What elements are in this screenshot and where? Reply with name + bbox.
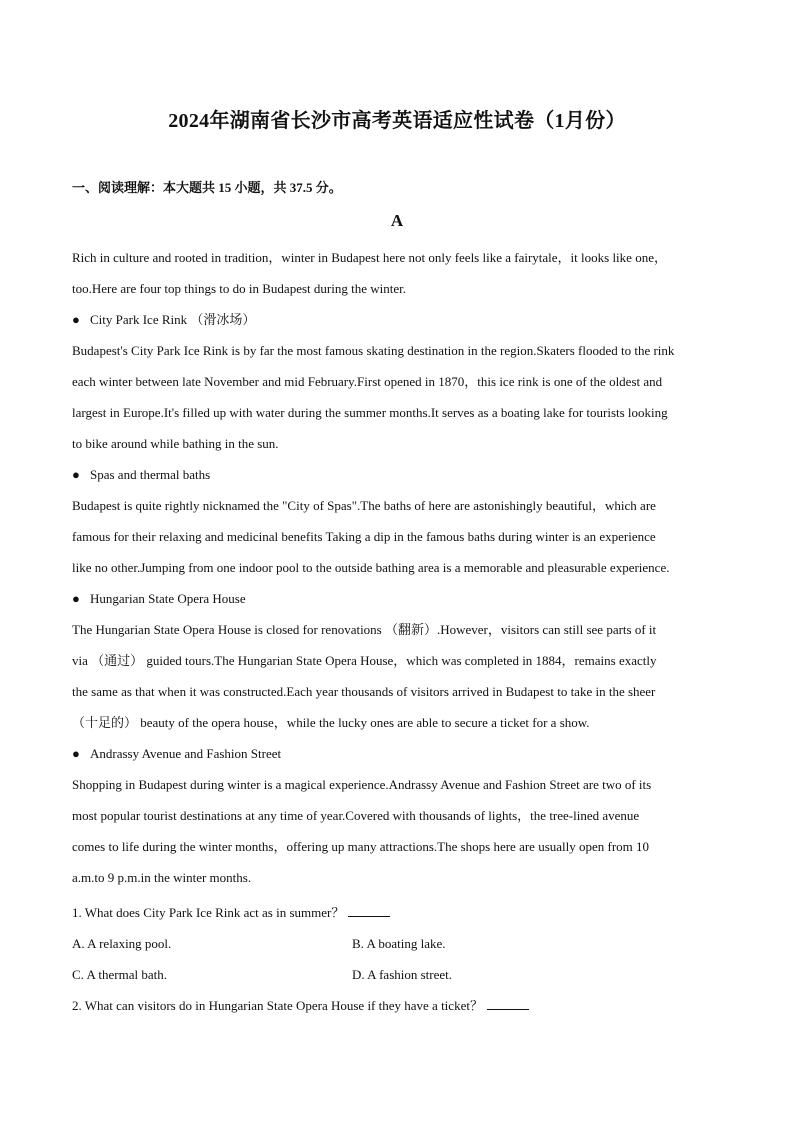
passage-line: via （通过） guided tours.The Hungarian State Opera House，which was completed in 1884，remains exactly bbox=[72, 653, 657, 668]
question-stem bbox=[72, 897, 724, 928]
bullet-icon: ● bbox=[72, 312, 80, 327]
bullet-heading bbox=[72, 459, 724, 490]
passage-body bbox=[72, 242, 724, 893]
bullet-icon: ● bbox=[72, 591, 80, 606]
answer-blank[interactable] bbox=[348, 902, 390, 917]
passage-line: Budapest is quite rightly nicknamed the "City of Spas".The baths of here are astonishingly beautiful，which are bbox=[72, 498, 656, 513]
passage-line: most popular tourist destinations at any time of year.Covered with thousands of lights，the tree-lined avenue bbox=[72, 808, 640, 823]
answer-option: B. A boating lake. bbox=[352, 936, 446, 951]
page-title: 2024年湖南省长沙市高考英语适应性试卷（1月份） bbox=[168, 110, 626, 132]
passage-line: Rich in culture and rooted in tradition，winter in Budapest here not only feels like a fairytale，it looks like one， bbox=[72, 250, 667, 265]
answer-option: C. A thermal bath. bbox=[72, 967, 167, 982]
passage-line: famous for their relaxing and medicinal benefits Taking a dip in the famous baths during winter is an experience bbox=[72, 529, 656, 544]
answer-blank[interactable] bbox=[487, 995, 529, 1010]
passage-line: a.m.to 9 p.m.in the winter months. bbox=[72, 870, 252, 885]
passage-line: largest in Europe.It's filled up with water during the summer months.It serves as a boating lake for tourists looking bbox=[72, 405, 668, 420]
passage-line: Budapest's City Park Ice Rink is by far the most famous skating destination in the region.Skaters flooded to the rink bbox=[72, 343, 675, 358]
passage-line: to bike around while bathing in the sun. bbox=[72, 436, 279, 451]
question-stem bbox=[72, 990, 724, 1021]
bullet-heading-text: Hungarian State Opera House bbox=[90, 591, 246, 606]
answer-option: D. A fashion street. bbox=[352, 967, 453, 982]
passage-label: A bbox=[390, 211, 404, 230]
bullet-icon: ● bbox=[72, 467, 80, 482]
passage-line: like no other.Jumping from one indoor pool to the outside bathing area is a memorable and pleasurable experience. bbox=[72, 560, 670, 575]
passage-line: Shopping in Budapest during winter is a magical experience.Andrassy Avenue and Fashion Street are two of its bbox=[72, 777, 652, 792]
bullet-icon: ● bbox=[72, 746, 80, 761]
passage-line: The Hungarian State Opera House is closed for renovations （翻新）.However，visitors can still see parts of it bbox=[72, 622, 657, 637]
section-heading: 一、阅读理解：本大题共 15 小题，共 37.5 分。 bbox=[72, 180, 342, 195]
bullet-heading bbox=[72, 304, 724, 335]
question-text: 2. What can visitors do in Hungarian State Opera House if they have a ticket？ bbox=[72, 998, 483, 1013]
questions-block bbox=[72, 897, 724, 1021]
bullet-heading-text: Spas and thermal baths bbox=[90, 467, 211, 482]
passage-line: the same as that when it was constructed.Each year thousands of visitors arrived in Budapest to take in the sheer bbox=[72, 684, 656, 699]
bullet-heading-text: Andrassy Avenue and Fashion Street bbox=[90, 746, 282, 761]
passage-line: comes to life during the winter months，offering up many attractions.The shops here are usually open from 10 bbox=[72, 839, 650, 854]
option-row bbox=[72, 928, 724, 959]
question-text: 1. What does City Park Ice Rink act as in summer？ bbox=[72, 905, 345, 920]
bullet-heading bbox=[72, 583, 724, 614]
bullet-heading bbox=[72, 738, 724, 769]
answer-option: A. A relaxing pool. bbox=[72, 936, 172, 951]
passage-line: each winter between late November and mid February.First opened in 1870，this ice rink is one of the oldest and bbox=[72, 374, 663, 389]
passage-line: （十足的） beauty of the opera house，while the lucky ones are able to secure a ticket for a show. bbox=[72, 715, 590, 730]
passage-line: too.Here are four top things to do in Budapest during the winter. bbox=[72, 281, 406, 296]
option-row bbox=[72, 959, 724, 990]
bullet-heading-text: City Park Ice Rink （滑冰场） bbox=[90, 312, 256, 327]
